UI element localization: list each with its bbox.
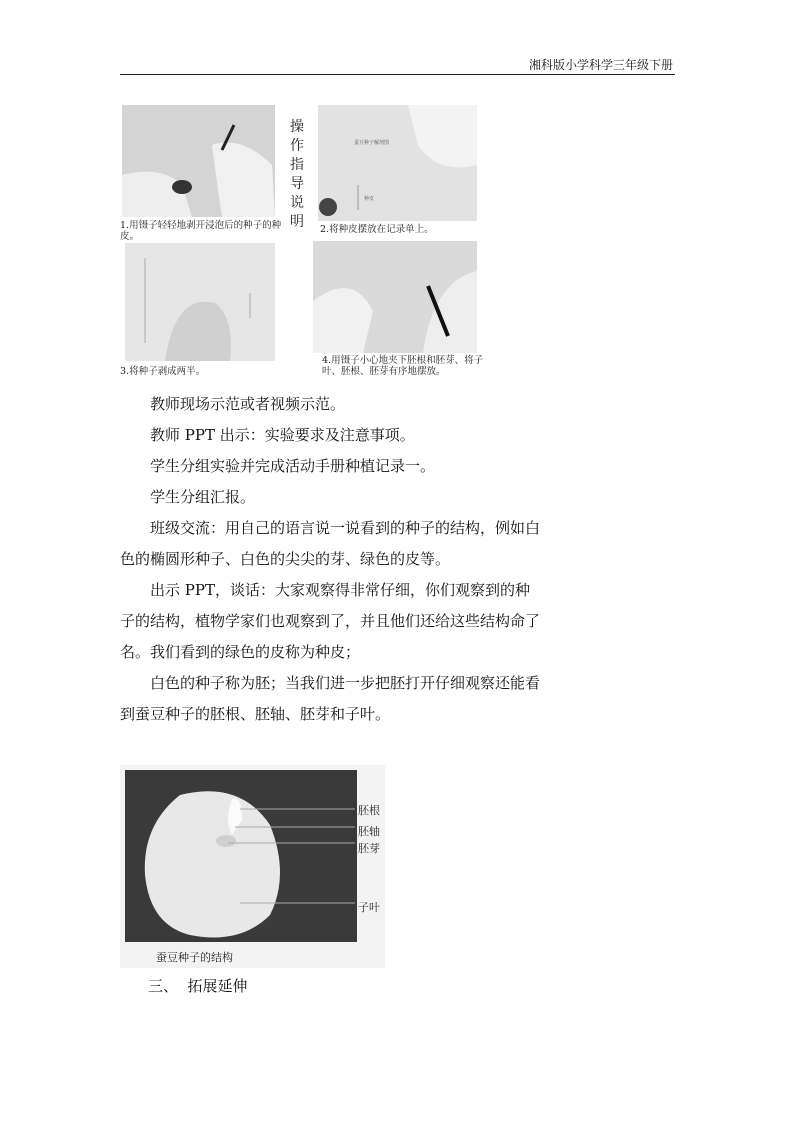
label-radicle: 胚根	[358, 804, 380, 817]
step2-caption: 2.将种皮摆放在记录单上。	[320, 224, 434, 235]
label-plumule: 胚芽	[358, 842, 380, 855]
paragraph: 学生分组汇报。	[150, 488, 256, 506]
step3-photo	[125, 243, 275, 361]
paragraph: 出示 PPT，谈话：大家观察得非常仔细，你们观察到的种子的结构，植物学家们也观察到了，并且他们还给这些结构命了名。我们看到的绿色的皮称为种皮；	[120, 581, 541, 661]
step1-caption: 1.用镊子轻轻地剥开浸泡后的种子的种皮。	[120, 220, 282, 242]
step2-photo	[318, 105, 477, 221]
step4-photo	[313, 241, 477, 353]
paragraph: 学生分组实验并完成活动手册种植记录一。	[150, 457, 436, 475]
record-sheet-title: 蚕豆种子解剖图	[354, 140, 390, 146]
section-title: 三、 拓展延伸	[148, 977, 248, 995]
paragraph: 白色的种子称为胚；当我们进一步把胚打开仔细观察还能看到蚕豆种子的胚根、胚轴、胚芽和子叶。	[120, 674, 541, 723]
bean-structure-figure	[120, 765, 385, 968]
step4-caption: 4.用镊子小心地夹下胚根和胚芽、将子叶、胚根、胚芽有序地摆放。	[322, 355, 484, 377]
page-header	[120, 54, 675, 75]
operation-guide-title: 操作指导说明	[290, 119, 304, 230]
label-cotyledon: 子叶	[358, 901, 380, 914]
paragraph: 教师 PPT 出示：实验要求及注意事项。	[150, 426, 415, 444]
bean-illustration	[120, 765, 385, 968]
step3-caption: 3.将种子剥成两半。	[120, 366, 206, 377]
body-text	[120, 389, 540, 730]
seed-coat-label: 种皮	[364, 196, 375, 202]
label-hypocotyl: 胚轴	[358, 825, 380, 838]
header-title: 湘科版小学科学三年级下册	[528, 58, 673, 72]
step1-photo	[122, 105, 275, 217]
figure-caption: 蚕豆种子的结构	[156, 951, 233, 964]
paragraph: 教师现场示范或者视频示范。	[150, 395, 346, 413]
paragraph: 班级交流：用自己的语言说一说看到的种子的结构，例如白色的椭圆形种子、白色的尖尖的芽、绿色的皮等。	[120, 519, 541, 568]
